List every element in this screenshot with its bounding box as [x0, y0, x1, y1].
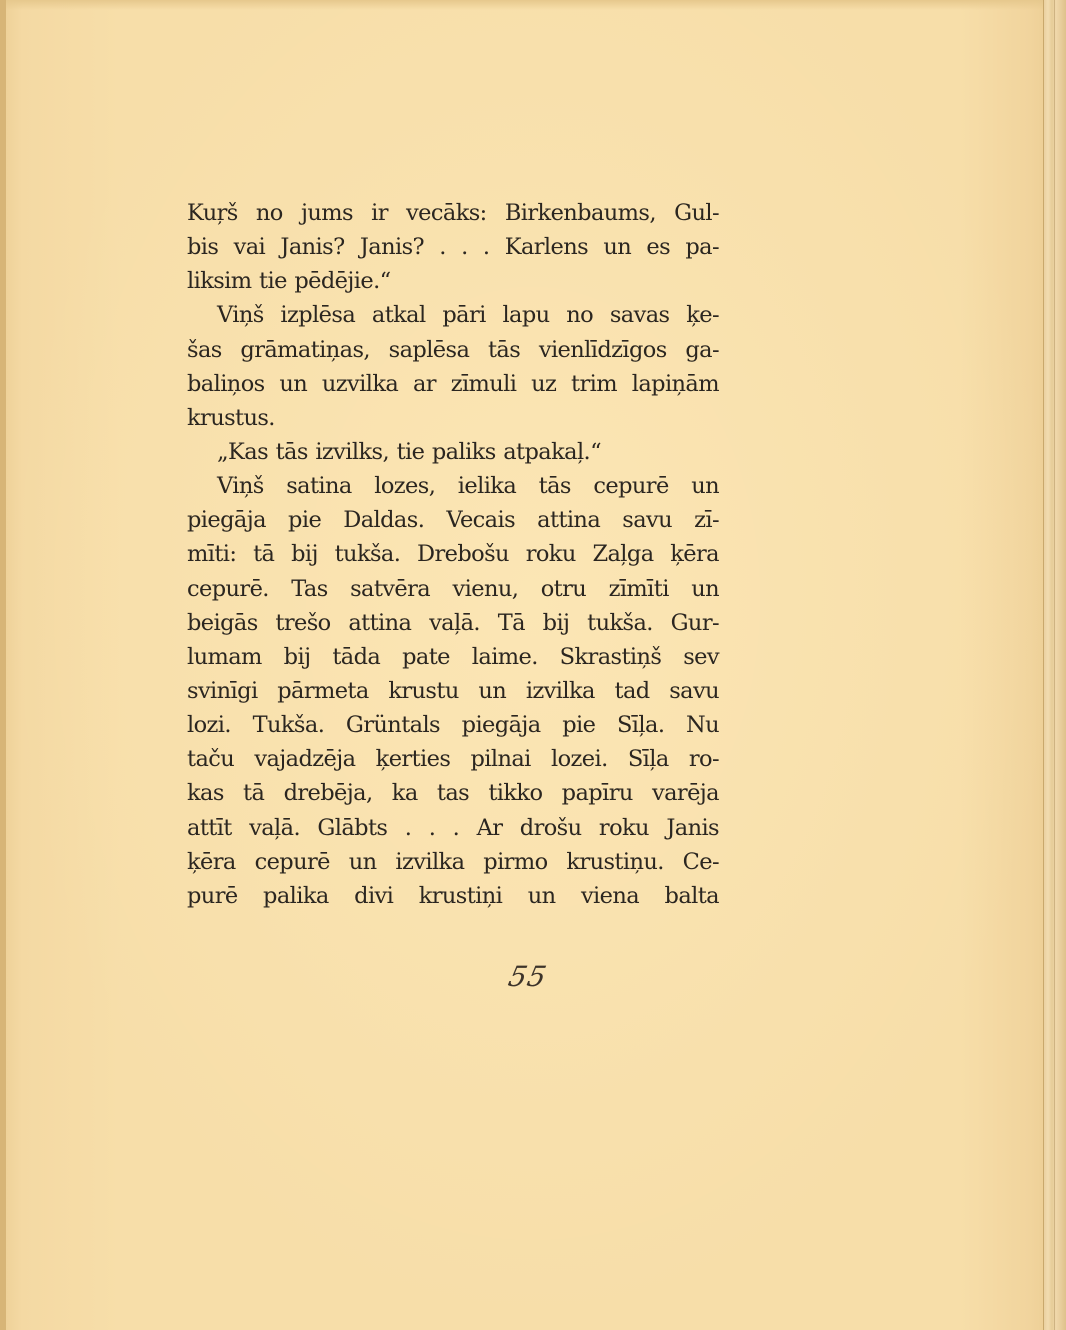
text-line: bis vai Janis? Janis? . . . Karlens un es pa-: [187, 234, 719, 261]
text-line: liksim tie pēdējie.“: [187, 268, 391, 295]
text-line: Viņš satina lozes, ielika tās cepurē un: [217, 473, 719, 500]
text-line: beigās trešo attina vaļā. Tā bij tukša. Gur-: [187, 609, 719, 636]
text-line: attīt vaļā. Glābts . . . Ar drošu roku Janis: [187, 814, 719, 841]
text-line: lumam bij tāda pate laime. Skrastiņš sev: [187, 643, 719, 670]
text-line: Viņš izplēsa atkal pāri lapu no savas ķe-: [217, 302, 719, 329]
page-left-edge: [0, 0, 6, 1330]
text-line: kas tā drebēja, ka tas tikko papīru varēja: [187, 780, 719, 807]
text-line: mīti: tā bij tukša. Drebošu roku Zaļga ķēra: [187, 541, 719, 568]
page-number: [0, 960, 1066, 993]
text-line: purē palika divi krustiņi un viena balta: [187, 882, 719, 909]
body-text: [187, 196, 719, 913]
text-line: ķēra cepurē un izvilka pirmo krustiņu. Ce-: [187, 848, 719, 875]
text-line: baliņos un uzvilka ar zīmuli uz trim lapiņām: [187, 370, 719, 397]
page-right-edge: [1043, 0, 1066, 1330]
text-line: lozi. Tukša. Grüntals piegāja pie Sīļa. Nu: [187, 712, 719, 739]
text-line: svinīgi pārmeta krustu un izvilka tad savu: [187, 677, 719, 704]
text-line: piegāja pie Daldas. Vecais attina savu zī-: [187, 507, 719, 534]
text-line: taču vajadzēja ķerties pilnai lozei. Sīļa ro-: [187, 746, 719, 773]
text-line: krustus.: [187, 404, 275, 431]
text-line: šas grāmatiņas, saplēsa tās vienlīdzīgos ga-: [187, 336, 719, 363]
page-number-text: 55: [505, 960, 551, 993]
text-line: „Kas tās izvilks, tie paliks atpakaļ.“: [217, 438, 601, 465]
text-line: Kuŗš no jums ir vecāks: Birkenbaums, Gul-: [187, 200, 719, 226]
text-line: cepurē. Tas satvēra vienu, otru zīmīti un: [187, 575, 719, 602]
page-top-stain: [0, 0, 1066, 10]
